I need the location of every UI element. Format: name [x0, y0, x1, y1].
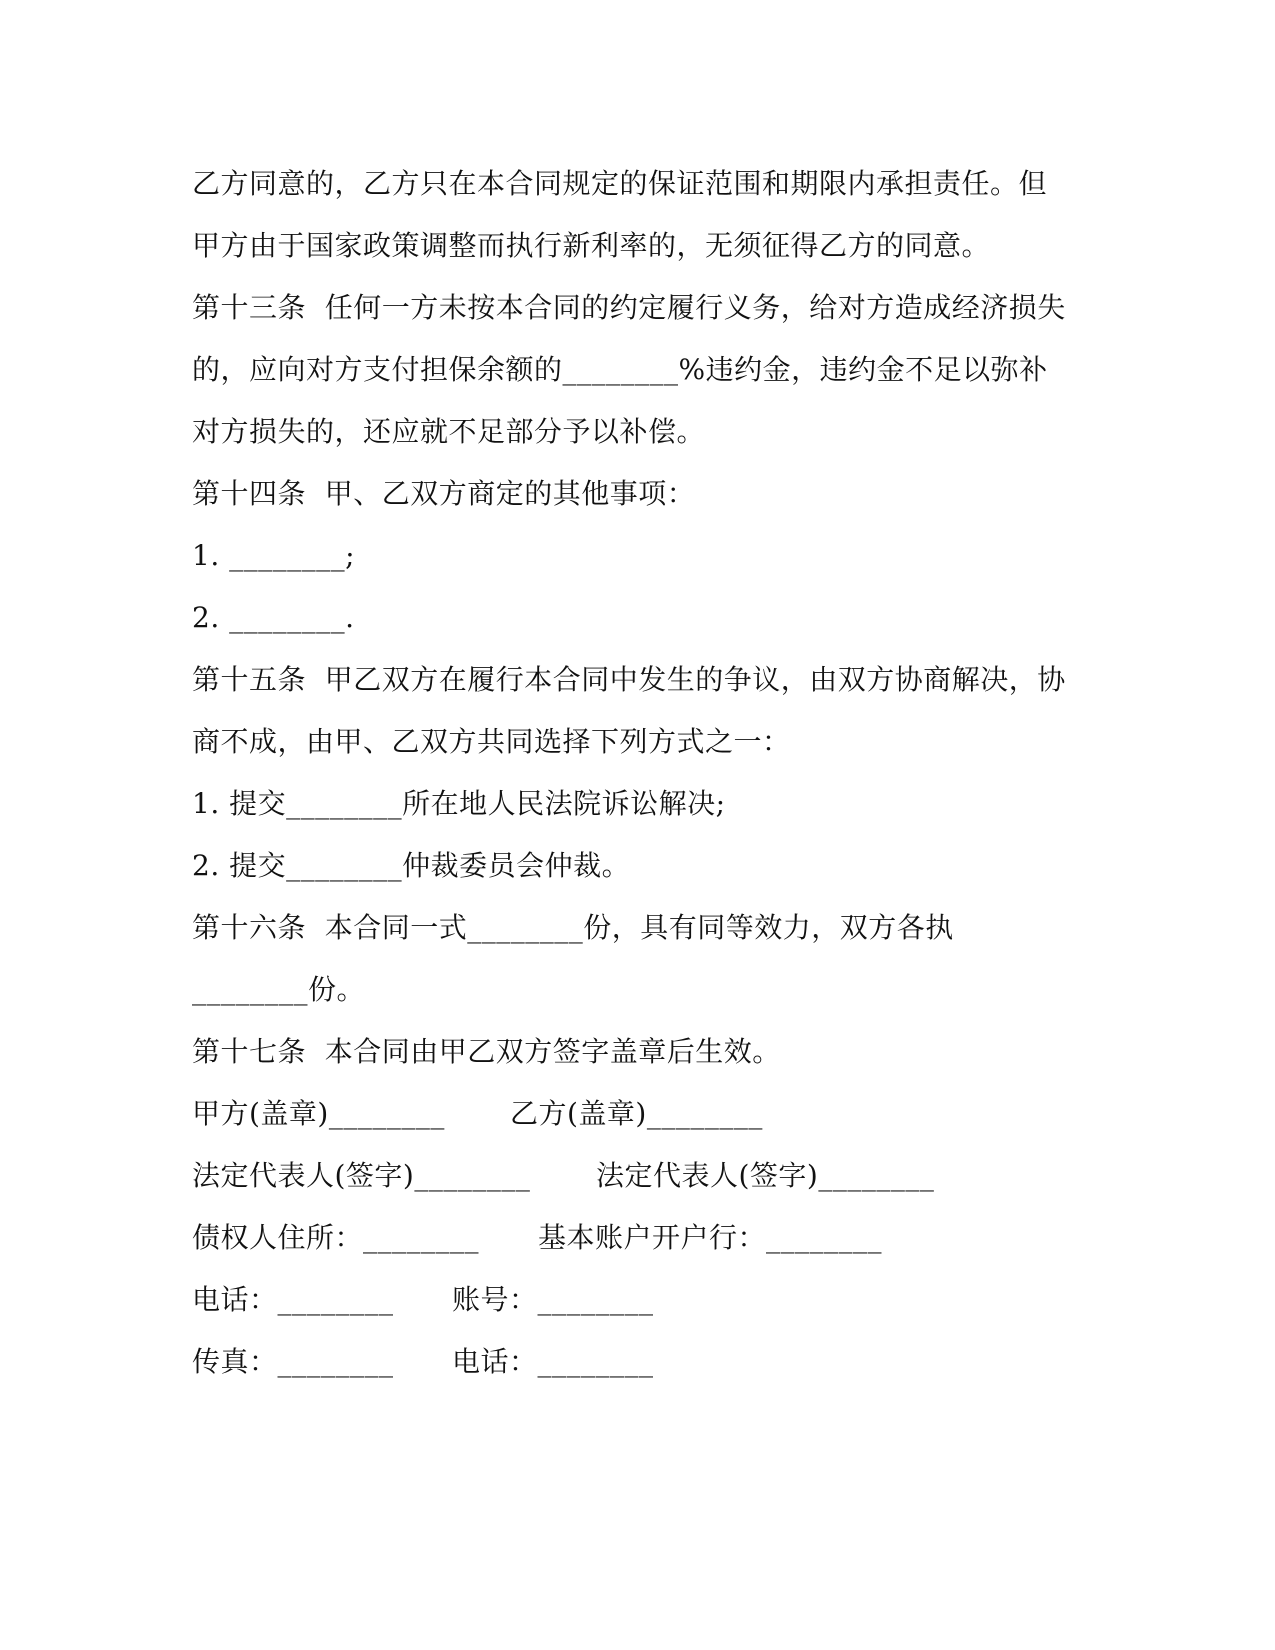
party-b-seal-field: 乙方(盖章)________: [510, 1097, 763, 1130]
text-line: 的，应向对方支付担保余额的________%违约金，违约金不足以弥补: [192, 353, 1048, 386]
text-line: 对方损失的，还应就不足部分予以补偿。: [192, 415, 706, 448]
phone-field: 电话：________: [192, 1283, 394, 1316]
list-item: 1. ________;: [192, 539, 356, 572]
text-line: 乙方同意的，乙方只在本合同规定的保证范围和期限内承担责任。但: [192, 167, 1048, 200]
list-item: 2. ________.: [192, 601, 355, 634]
bank-account-branch-field: 基本账户开户行：________: [538, 1221, 883, 1254]
fax-field: 传真：________: [192, 1345, 394, 1378]
account-number-field: 账号：________: [452, 1283, 654, 1316]
article-13-heading-line: 第十三条 任何一方未按本合同的约定履行义务，给对方造成经济损失: [192, 291, 1066, 324]
text-line: 商不成，由甲、乙双方共同选择下列方式之一：: [192, 725, 791, 758]
phone-field-2: 电话：________: [452, 1345, 654, 1378]
text-line: ________份。: [192, 973, 366, 1006]
article-15-heading-line: 第十五条 甲乙双方在履行本合同中发生的争议，由双方协商解决，协: [192, 663, 1066, 696]
article-17-heading-line: 第十七条 本合同由甲乙双方签字盖章后生效。: [192, 1035, 781, 1068]
article-14-heading-line: 第十四条 甲、乙双方商定的其他事项：: [192, 477, 696, 510]
creditor-address-field: 债权人住所：________: [192, 1221, 480, 1254]
party-b-representative-field: 法定代表人(签字)________: [596, 1159, 935, 1192]
list-item: 1. 提交________所在地人民法院诉讼解决;: [192, 787, 726, 820]
text-line: 甲方由于国家政策调整而执行新利率的，无须征得乙方的同意。: [192, 229, 991, 262]
party-a-representative-field: 法定代表人(签字)________: [192, 1159, 531, 1192]
list-item: 2. 提交________仲裁委员会仲裁。: [192, 849, 631, 882]
party-a-seal-field: 甲方(盖章)________: [192, 1097, 445, 1130]
article-16-heading-line: 第十六条 本合同一式________份，具有同等效力，双方各执: [192, 911, 954, 944]
